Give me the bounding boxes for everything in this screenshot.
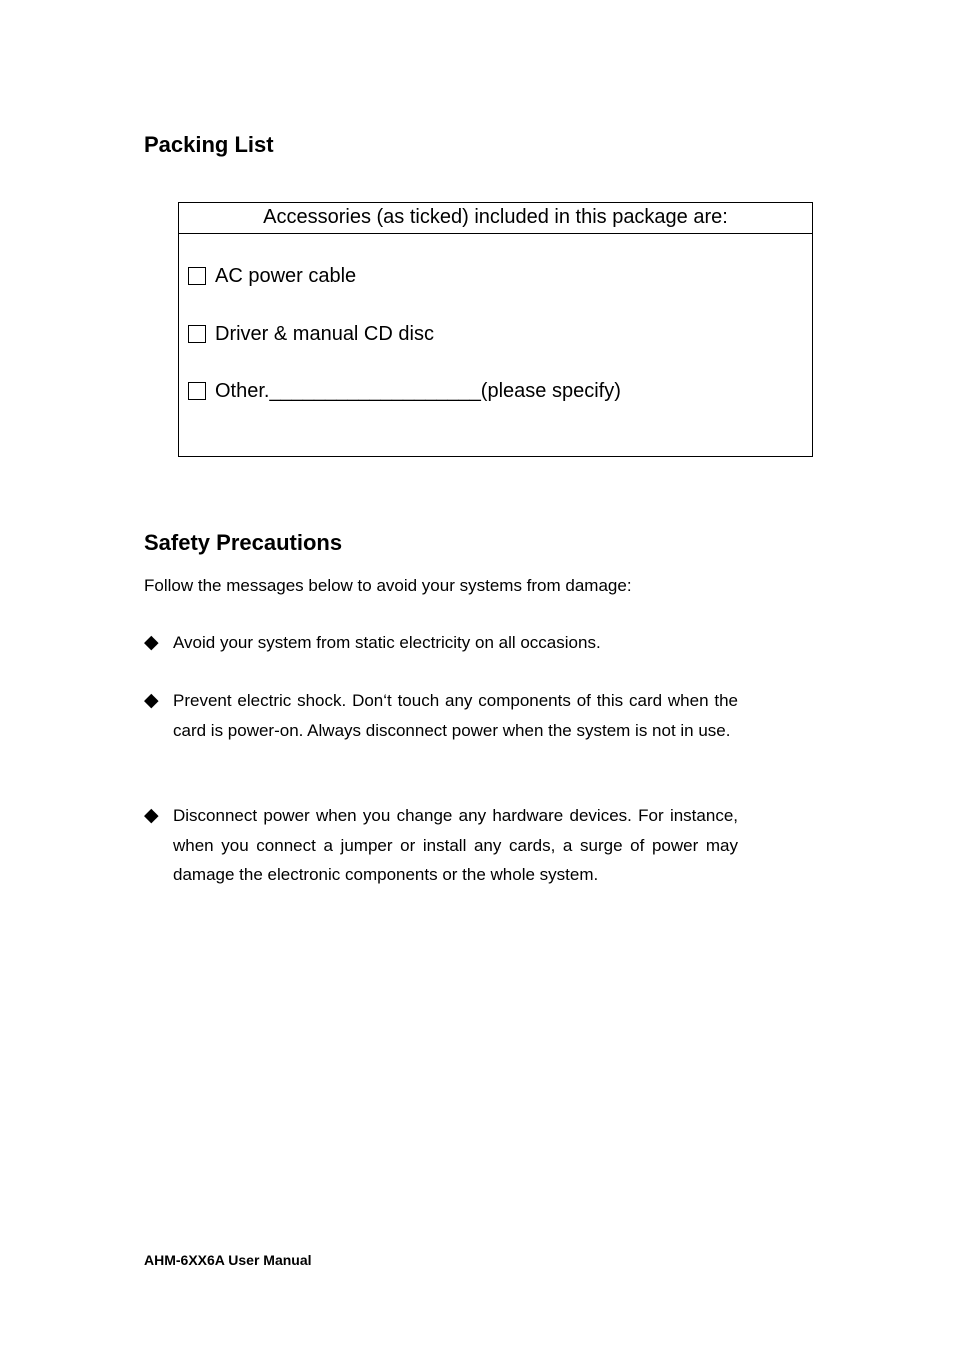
diamond-bullet-icon: ◆ — [144, 690, 159, 711]
packing-item-other — [188, 378, 621, 404]
packing-item-label: Other.___________________(please specify) — [215, 379, 621, 402]
packing-list-header: Accessories (as ticked) included in this package are: — [179, 203, 812, 234]
safety-precautions-title: Safety Precautions — [144, 530, 343, 555]
packing-item-label: AC power cable — [215, 264, 357, 287]
diamond-bullet-icon: ◆ — [144, 632, 159, 653]
packing-item-driver-cd — [188, 321, 434, 347]
safety-bullet-text: Disconnect power when you change any hardware devices. For instance, when you connect a jumper or install any cards, a surge of power may damage the electronic components or the whole system. — [173, 806, 738, 884]
safety-intro: Follow the messages below to avoid your systems from damage: — [144, 576, 632, 595]
page-footer: AHM-6XX6A User Manual — [144, 1252, 312, 1268]
checkbox-driver-cd[interactable] — [188, 325, 206, 343]
diamond-bullet-icon: ◆ — [144, 805, 159, 826]
safety-bullet-text: Avoid your system from static electricity on all occasions. — [173, 633, 601, 652]
safety-bullet-static — [144, 628, 738, 658]
safety-bullet-shock — [144, 686, 738, 745]
packing-item-ac-power-cable — [188, 263, 356, 289]
packing-item-label: Driver & manual CD disc — [215, 322, 434, 345]
safety-bullet-text: Prevent electric shock. Don‘t touch any components of this card when the card is power-on. Always disconnect power when the system is not in use. — [173, 691, 738, 740]
safety-bullet-disconnect — [144, 801, 738, 890]
packing-list-title: Packing List — [144, 132, 274, 157]
checkbox-other[interactable] — [188, 382, 206, 400]
checkbox-ac-power-cable[interactable] — [188, 267, 206, 285]
packing-list-box — [178, 202, 813, 457]
